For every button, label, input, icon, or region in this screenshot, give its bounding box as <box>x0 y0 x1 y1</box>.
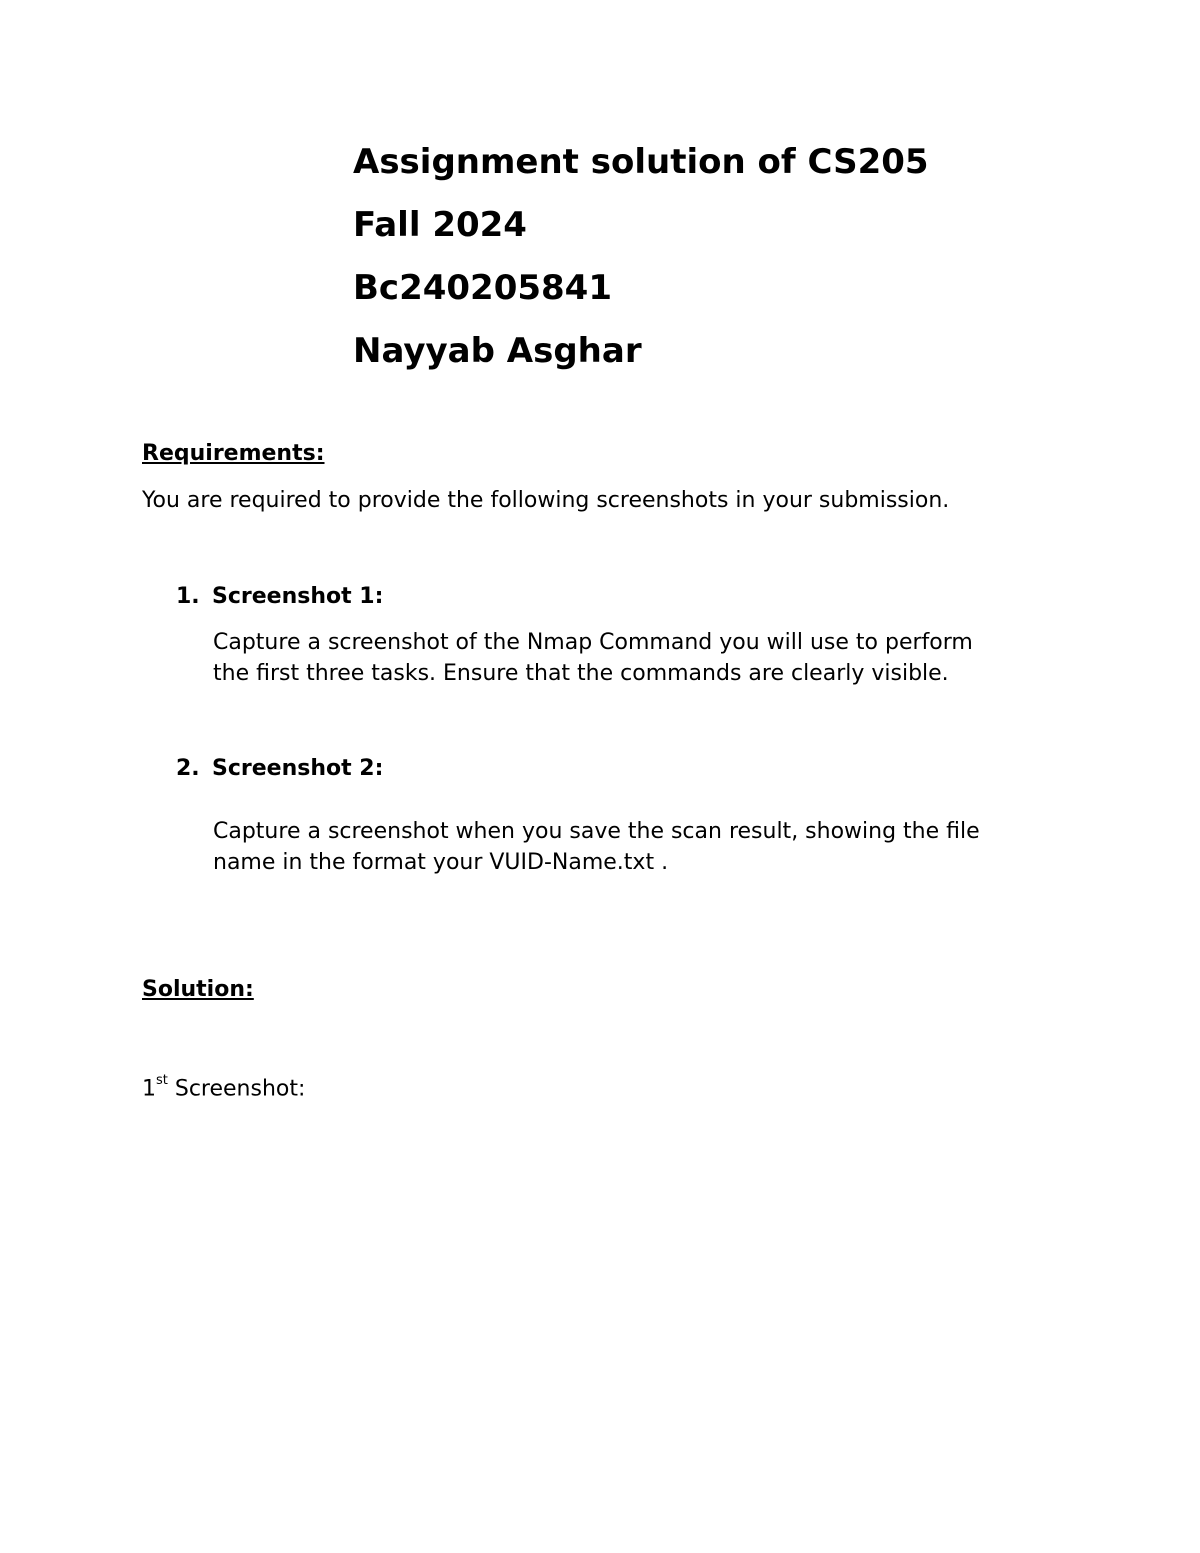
list-item-number: 2. <box>176 756 200 781</box>
label-number: 1 <box>142 1076 156 1102</box>
list-item-body <box>213 816 1063 878</box>
term-label: Fall 2024 <box>353 205 527 245</box>
document-title: Assignment solution of CS205 <box>353 142 929 182</box>
list-item-title <box>176 755 383 783</box>
requirements-intro: You are required to provide the following screenshots in your submission. <box>142 488 950 513</box>
solution-heading: Solution: <box>142 977 254 1002</box>
student-name: Nayyab Asghar <box>353 331 642 371</box>
ordinal-suffix: st <box>156 1073 168 1088</box>
list-item-line: Capture a screenshot of the Nmap Command you will use to perform <box>213 630 973 655</box>
list-item-line: the first three tasks. Ensure that the commands are clearly visible. <box>213 661 949 686</box>
list-item-line: Capture a screenshot when you save the scan result, showing the file <box>213 819 980 844</box>
requirements-heading: Requirements: <box>142 441 325 466</box>
list-item-number: 1. <box>176 584 200 609</box>
student-id: Bc240205841 <box>353 268 612 308</box>
list-item-title <box>176 583 383 611</box>
list-item-body <box>213 627 1063 689</box>
label-text: Screenshot: <box>167 1076 306 1102</box>
list-item-line: name in the format your VUID-Name.txt . <box>213 850 669 875</box>
list-item-label: Screenshot 2: <box>212 756 384 781</box>
first-screenshot-label <box>142 1069 305 1104</box>
list-item-label: Screenshot 1: <box>212 584 384 609</box>
